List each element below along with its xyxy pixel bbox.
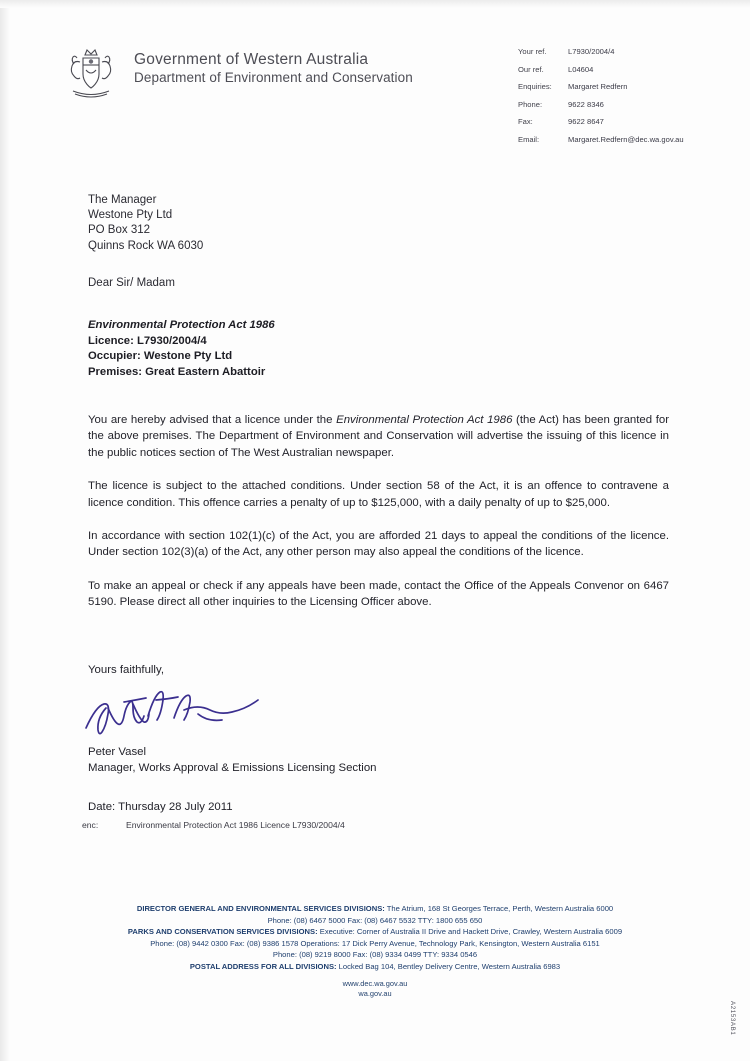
footer-website-dec: www.dec.wa.gov.au — [342, 978, 408, 988]
footer-web-links — [0, 979, 750, 999]
addressee-block — [88, 193, 203, 254]
document-side-code: A2153AB1 — [729, 1000, 736, 1035]
wa-state-crest-icon — [62, 44, 120, 106]
handwritten-signature — [78, 684, 268, 742]
body-text: You are hereby advised that a licence under the — [88, 414, 337, 426]
subject-block — [88, 318, 275, 380]
subject-occupier: Occupier: Westone Pty Ltd — [88, 350, 233, 363]
body-paragraph-3: In accordance with section 102(1)(c) of the Act, you are afforded 21 days to appeal the conditions of the licence. Under section 102(3)(a) of the Act, any other person may also appeal the conditions of the licence. — [88, 530, 669, 559]
addressee-line: PO Box 312 — [88, 224, 151, 237]
body-paragraph-4: To make an appeal or check if any appeals have been made, contact the Office of the Appeals Convenor on 6467 5190. Please direct all other inquiries to the Licensing Officer above. — [88, 579, 669, 609]
scan-edge-left — [0, 0, 10, 1061]
footer-line-6 — [0, 961, 750, 973]
enclosure-text: Environmental Protection Act 1986 Licence L7930/2004/4 — [126, 820, 345, 830]
reference-label: Your ref. — [518, 47, 547, 56]
reference-value: Margaret Redfern — [568, 82, 628, 91]
reference-row — [518, 83, 713, 91]
footer-line-2: Phone: (08) 6467 5000 Fax: (08) 6467 5532 TTY: 1800 655 650 — [267, 915, 483, 925]
scan-edge-top — [0, 0, 750, 8]
footer-line-1 — [0, 903, 750, 915]
subject-licence: Licence: L7930/2004/4 — [88, 334, 207, 347]
footer-line-3 — [0, 926, 750, 938]
reference-email-value: Margaret.Redfern@dec.wa.gov.au — [568, 134, 684, 144]
reference-row — [518, 118, 713, 126]
footer-website-wa: wa.gov.au — [358, 988, 392, 998]
reference-value: 9622 8647 — [568, 117, 604, 126]
reference-label: Enquiries: — [518, 82, 552, 91]
reference-value: L7930/2004/4 — [568, 47, 615, 56]
footer-label: PARKS AND CONSERVATION SERVICES DIVISIONS: — [127, 927, 318, 937]
enclosure-label: enc: — [82, 820, 99, 830]
letter-date: Date: Thursday 28 July 2011 — [88, 801, 233, 813]
reference-label: Email: — [518, 134, 540, 144]
page-footer — [0, 903, 750, 999]
reference-value: L04604 — [568, 64, 594, 74]
reference-value: 9622 8346 — [568, 99, 604, 109]
signer-name: Peter Vasel — [88, 746, 147, 758]
footer-label: DIRECTOR GENERAL AND ENVIRONMENTAL SERVICES DIVISIONS: — [136, 904, 385, 913]
reference-row — [518, 101, 713, 109]
closing-salutation: Yours faithfully, — [88, 664, 164, 676]
letter-body — [88, 412, 669, 628]
footer-text: The Atrium, 168 St Georges Terrace, Perth, Western Australia 6000 — [384, 904, 614, 913]
subject-premises: Premises: Great Eastern Abattoir — [88, 365, 266, 378]
enclosure-line — [82, 820, 682, 830]
reference-block — [518, 48, 713, 153]
reference-row — [518, 66, 713, 74]
signer-block — [88, 744, 377, 776]
reference-label: Our ref. — [518, 64, 544, 74]
body-text: (the Act) has been granted for the above premises. The Department of Environment and Conservation will advertise the issuing of this licence in the public notices section of The West Australian newspaper. — [88, 414, 670, 459]
department-name: Department of Environment and Conservation — [134, 70, 413, 85]
signer-title: Manager, Works Approval & Emissions Licensing Section — [88, 762, 377, 774]
salutation: Dear Sir/ Madam — [88, 277, 175, 289]
footer-line-4: Phone: (08) 9442 0300 Fax: (08) 9386 1578 Operations: 17 Dick Perry Avenue, Technology Park, Kensington, Western Australia 6151 — [150, 938, 600, 948]
government-name: Government of Western Australia — [134, 51, 369, 68]
footer-text: Executive: Corner of Australia II Drive and Hackett Drive, Crawley, Western Australia 6009 — [317, 927, 623, 937]
addressee-line: Westone Pty Ltd — [88, 209, 173, 222]
reference-row — [518, 48, 713, 56]
reference-label: Fax: — [518, 117, 533, 126]
addressee-line: The Manager — [88, 194, 157, 206]
footer-line-5: Phone: (08) 9219 8000 Fax: (08) 9334 0499 TTY: 9334 0546 — [272, 950, 478, 960]
subject-act: Environmental Protection Act 1986 — [88, 319, 275, 331]
addressee-line: Quinns Rock WA 6030 — [88, 239, 204, 252]
body-act-italic: Environmental Protection Act 1986 — [336, 414, 513, 426]
footer-text: Locked Bag 104, Bentley Delivery Centre, Western Australia 6983 — [336, 961, 561, 971]
reference-label: Phone: — [518, 99, 543, 109]
body-paragraph-1 — [88, 412, 669, 461]
body-paragraph-2: The licence is subject to the attached conditions. Under section 58 of the Act, it is an offence to contravene a licence condition. This offence carries a penalty of up to $125,000, with a daily penalty of up to $25,000. — [88, 480, 669, 509]
government-title-block — [134, 44, 413, 87]
reference-row — [518, 136, 713, 144]
footer-label: POSTAL ADDRESS FOR ALL DIVISIONS: — [189, 961, 337, 971]
